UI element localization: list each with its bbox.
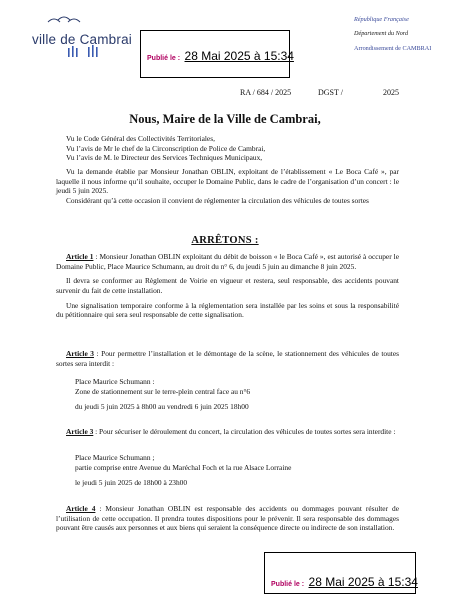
article-3a-label: Article 3 [66,349,94,358]
article-1-para3: Une signalisation temporaire conforme à la réglementation sera installée par les soins et sous la responsabilité du pétitionnaire qui sera seul responsable de cette signalisation. [56,300,399,320]
article-3a [56,349,399,368]
footer-stamp-date: 28 Mai 2025 à 15:34 [308,575,418,589]
demand-paragraph: Vu la demande établie par Monsieur Jonathan OBLIN, exploitant de l’établissement « Le Boca Café », par laquelle il nous informe qu’il souhaite, occuper le Domaine Public, dans le cadre de l’organisation d’un concert : le jeudi 5 juin 2025. [56,166,399,196]
stamp-label: Publié le : [147,55,181,62]
city-logo-text: ville de Cambrai [32,32,132,47]
reference-code: RA / 684 / 2025 [240,88,292,97]
article-1-text: : Monsieur Jonathan OBLIN exploitant du débit de boisson « le Boca Café », est autorisé à occuper le Domaine Public, Place Maurice Schumann, au droit du n° 6, du jeudi 5 juin au dimanche 8 juin 2025. [56,252,399,271]
visa-line: Vu le Code Général des Collectivités Territoriales, [66,134,215,143]
stamp-date: 28 Mai 2025 à 15:34 [184,49,294,63]
article-3a-zone: Zone de stationnement sur le terre-plein central face au n°6 [75,387,251,396]
considering-paragraph: Considérant qu’à cette occasion il convient de réglementer la circulation des véhicules de toutes sortes [66,195,369,205]
arretons-heading: ARRÊTONS : [191,235,259,246]
reference-year: 2025 [383,88,399,97]
article-1 [56,252,399,320]
article-3a-text: : Pour permettre l’installation et le démontage de la scène, le stationnement des véhicules de toutes sortes sera interdit : [56,349,399,368]
article-3a-place: Place Maurice Schumann : [75,377,155,386]
article-3b-dates: le jeudi 5 juin 2025 de 18h00 à 23h00 [75,478,188,487]
republic-line: République Française [354,16,409,23]
article-4-label: Article 4 [66,504,96,513]
department-line: Département du Nord [354,29,409,37]
republic-block [354,16,442,52]
article-3b-zone: partie comprise entre Avenue du Maréchal Foch et la rue Alsace Lorraine [75,463,292,472]
article-1-para2: Il devra se conformer au Règlement de Voirie en vigueur et restera, seul responsable, des accidents pouvant survenir du fait de cette installation. [56,276,399,295]
footer-publication-stamp [264,552,416,594]
publication-stamp [140,30,294,78]
visa-line: Vu l’avis de M. le Directeur des Services Techniques Municipaux, [66,153,263,163]
visa-line: Vu l’avis de Mr le chef de la Circonscription de Police de Cambrai, [66,143,266,153]
article-3b-label: Article 3 [66,427,94,436]
article-1-label: Article 1 [66,252,94,261]
article-3a-dates: du jeudi 5 juin 2025 à 8h00 au vendredi 6 juin 2025 18h00 [75,402,249,411]
reference-dgst: DGST / [318,88,343,97]
arrondissement-line: Arrondissement de CAMBRAI [354,44,432,52]
footer-stamp-label: Publié le : [271,581,305,588]
article-3b-place: Place Maurice Schumann ; [75,453,155,462]
page-title: Nous, Maire de la Ville de Cambrai, [129,112,321,126]
visas-block [56,134,399,205]
article-4 [56,504,399,533]
article-3b-text: : Pour sécuriser le déroulement du concert, la circulation des véhicules de toutes sortes sera interdite : [93,427,396,436]
article-4-text: : Monsieur Jonathan OBLIN est responsable des accidents ou dommages pouvant résulter de l’utilisation de cette occupation. Il prendra toutes dispositions pour le prévenir. Il sera responsable des dommages pouvant être causés aux personnes et aux biens qui seraient la conséquence directe ou indirecte de son installation. [56,504,399,533]
article-3b [56,427,399,437]
